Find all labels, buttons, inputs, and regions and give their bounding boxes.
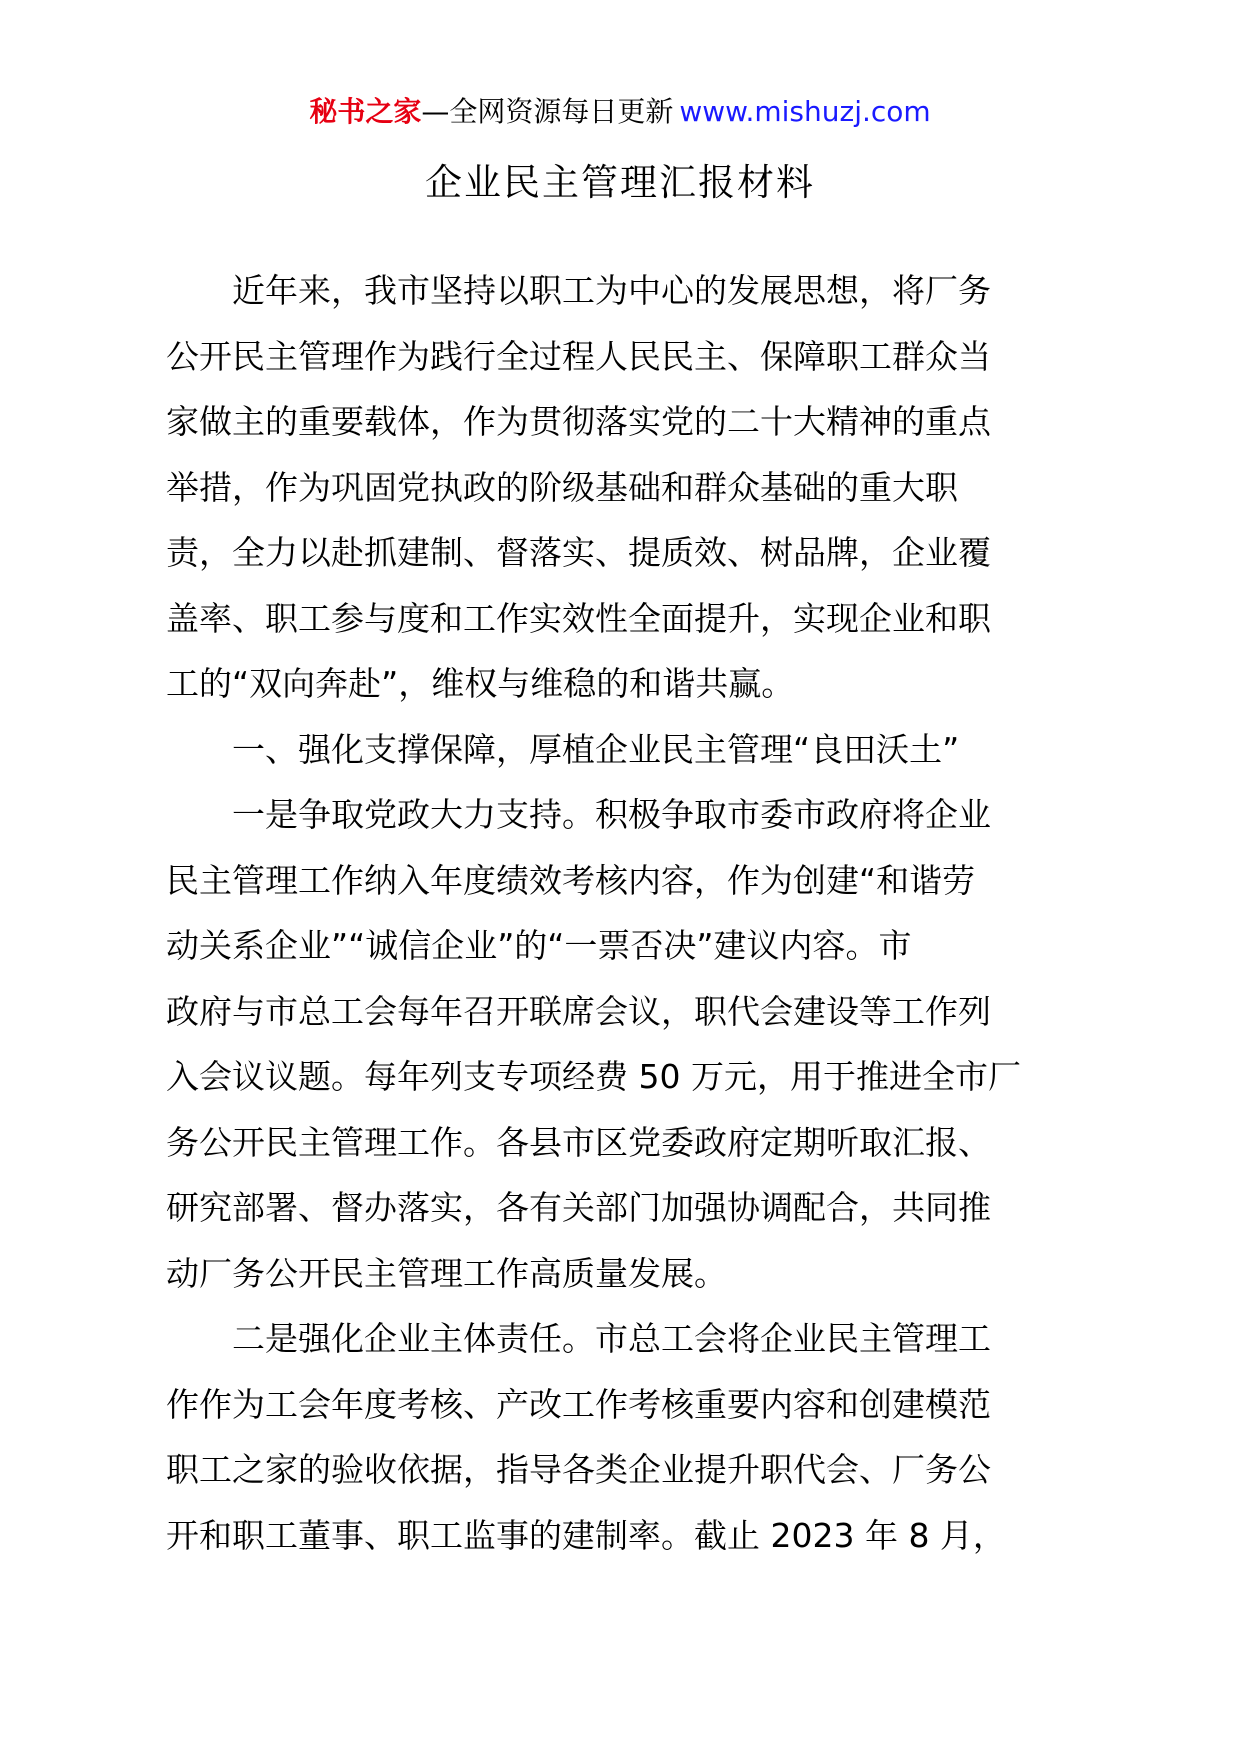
section-heading: 一、强化支撑保障，厚植企业民主管理“良田沃土” bbox=[232, 729, 960, 769]
paragraph-line: 公开民主管理作为践行全过程人民民主、保障职工群众当 bbox=[166, 336, 991, 376]
site-header bbox=[0, 92, 1240, 132]
paragraph-line: 政府与市总工会每年召开联席会议，职代会建设等工作列 bbox=[166, 991, 991, 1031]
paragraph-line: 动关系企业”“诚信企业”的“一票否决”建议内容。市 bbox=[166, 926, 912, 965]
document-body bbox=[166, 258, 1076, 1568]
paragraph-line: 研究部署、督办落实，各有关部门加强协调配合，共同推 bbox=[166, 1188, 991, 1227]
paragraph-line: 一是争取党政大力支持。积极争取市委市政府将企业 bbox=[232, 795, 991, 834]
paragraph-line: 入会议议题。每年列支专项经费 50 万元，用于推进全市厂 bbox=[166, 1057, 1021, 1096]
paragraph-line: 作作为工会年度考核、产改工作考核重要内容和创建模范 bbox=[166, 1384, 991, 1424]
paragraph-line: 务公开民主管理工作。各县市区党委政府定期听取汇报、 bbox=[166, 1122, 991, 1162]
paragraph-line: 举措，作为巩固党执政的阶级基础和群众基础的重大职 bbox=[166, 467, 958, 507]
paragraph-line: 近年来，我市坚持以职工为中心的发展思想，将厂务 bbox=[232, 271, 991, 310]
paragraph-line: 开和职工董事、职工监事的建制率。截止 2023 年 8 月， bbox=[166, 1515, 1006, 1555]
document-title: 企业民主管理汇报材料 bbox=[425, 161, 815, 204]
paragraph-line: 家做主的重要载体，作为贯彻落实党的二十大精神的重点 bbox=[166, 402, 991, 441]
paragraph-line: 盖率、职工参与度和工作实效性全面提升，实现企业和职 bbox=[166, 598, 991, 638]
paragraph-line: 工的“双向奔赴”，维权与维稳的和谐共赢。 bbox=[166, 664, 795, 703]
site-url-link[interactable]: www.mishuzj.com bbox=[679, 95, 931, 128]
paragraph-line: 民主管理工作纳入年度绩效考核内容，作为创建“和谐劳 bbox=[166, 860, 976, 900]
paragraph-line: 职工之家的验收依据，指导各类企业提升职代会、厂务公 bbox=[166, 1450, 991, 1489]
paragraph-line: 动厂务公开民主管理工作高质量发展。 bbox=[166, 1253, 727, 1293]
header-slogan: —全网资源每日更新 bbox=[421, 95, 674, 128]
brand-name: 秘书之家 bbox=[309, 95, 422, 128]
paragraph-line: 责，全力以赴抓建制、督落实、提质效、树品牌，企业覆 bbox=[166, 533, 991, 572]
paragraph-line: 二是强化企业主体责任。市总工会将企业民主管理工 bbox=[232, 1319, 991, 1358]
